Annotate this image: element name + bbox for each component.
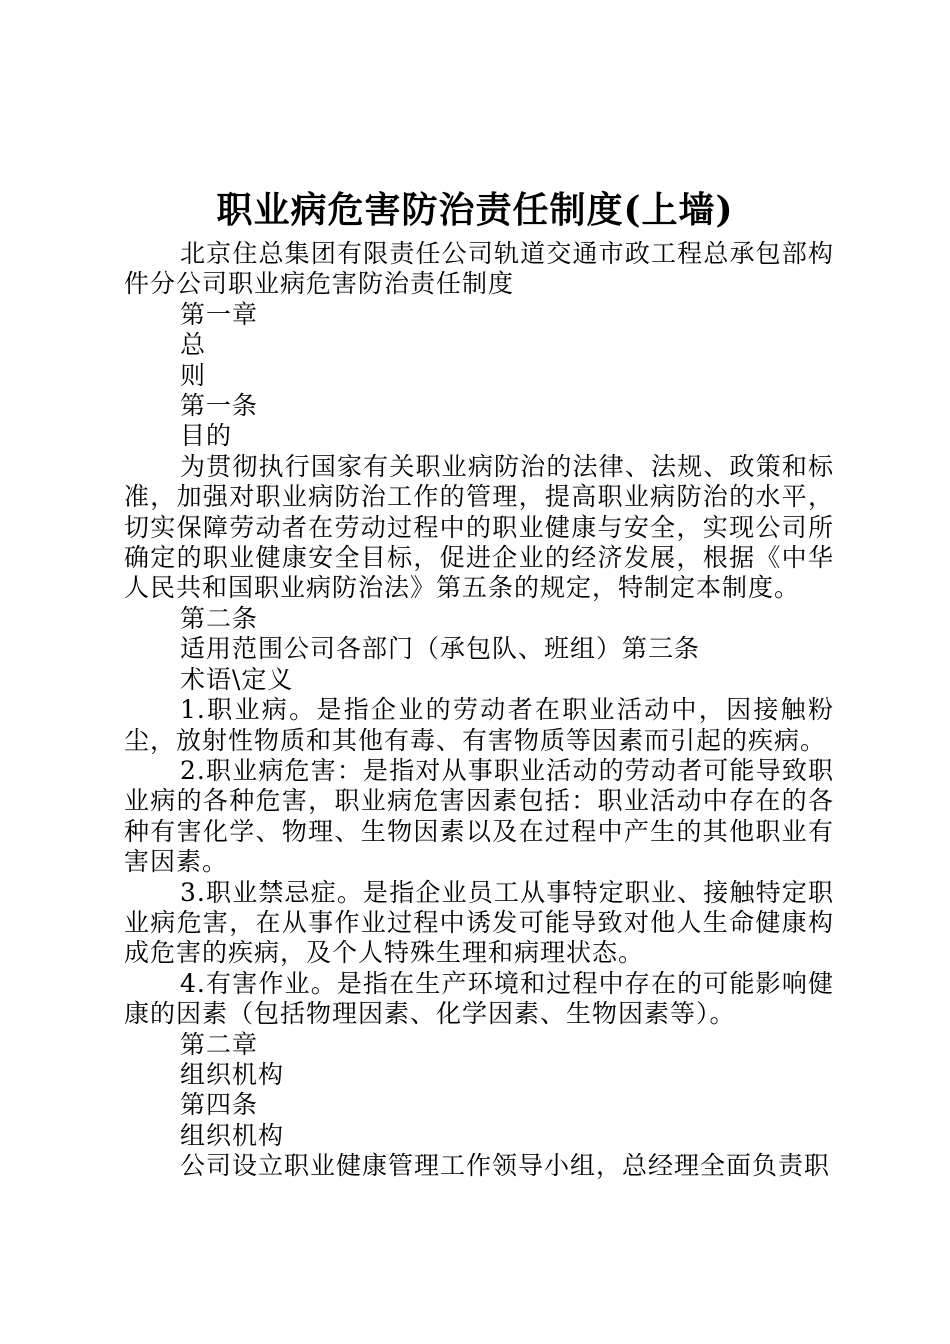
- article-4-body: 公司设立职业健康管理工作领导小组，总经理全面负责职: [180, 1151, 831, 1181]
- article-4-title: 组织机构: [180, 1120, 285, 1150]
- article-1-body: 为贯彻执行国家有关职业病防治的法律、法规、政策和标准，加强对职业病防治工作的管理，提高职业病防治的水平，切实保障劳动者在劳动过程中的职业健康与安全，实现公司所确定的职业健康安全目标，促进企业的经济发展，根据《中华人民共和国职业病防治法》第五条的规定，特制定本制度。: [124, 451, 834, 603]
- definition-4: 4.有害作业。是指在生产环境和过程中存在的可能影响健康的因素（包括物理因素、化学因素、生物因素等）。: [124, 968, 834, 1029]
- chapter-1-title-part-2: 则: [180, 360, 207, 390]
- article-2-heading: 第二条: [180, 603, 259, 633]
- definition-3: 3.职业禁忌症。是指企业员工从事特定职业、接触特定职业病危害，在从事作业过程中诱发可能导致对他人生命健康构成危害的疾病，及个人特殊生理和病理状态。: [124, 877, 834, 968]
- chapter-2-title: 组织机构: [180, 1059, 285, 1089]
- article-2-body: 适用范围公司各部门（承包队、班组）第三条: [180, 634, 701, 664]
- document-body: [124, 239, 834, 1182]
- chapter-2-heading: 第二章: [180, 1029, 259, 1059]
- chapter-1-heading: 第一章: [180, 299, 259, 329]
- article-4-heading: 第四条: [180, 1090, 259, 1120]
- definition-1: 1.职业病。是指企业的劳动者在职业活动中，因接触粉尘，放射性物质和其他有毒、有害物质等因素而引起的疾病。: [124, 695, 834, 755]
- article-1-title: 目的: [180, 421, 233, 451]
- document-title: 职业病危害防治责任制度(上墙): [216, 189, 734, 231]
- definition-2: 2.职业病危害：是指对从事职业活动的劳动者可能导致职业病的各种危害，职业病危害因素包括：职业活动中存在的各种有害化学、物理、生物因素以及在过程中产生的其他职业有害因素。: [124, 755, 834, 877]
- chapter-1-title-part-1: 总: [180, 330, 207, 360]
- article-3-title: 术语\定义: [180, 664, 294, 694]
- paragraph-intro: 北京住总集团有限责任公司轨道交通市政工程总承包部构件分公司职业病危害防治责任制度: [124, 239, 834, 299]
- article-1-heading: 第一条: [180, 391, 259, 421]
